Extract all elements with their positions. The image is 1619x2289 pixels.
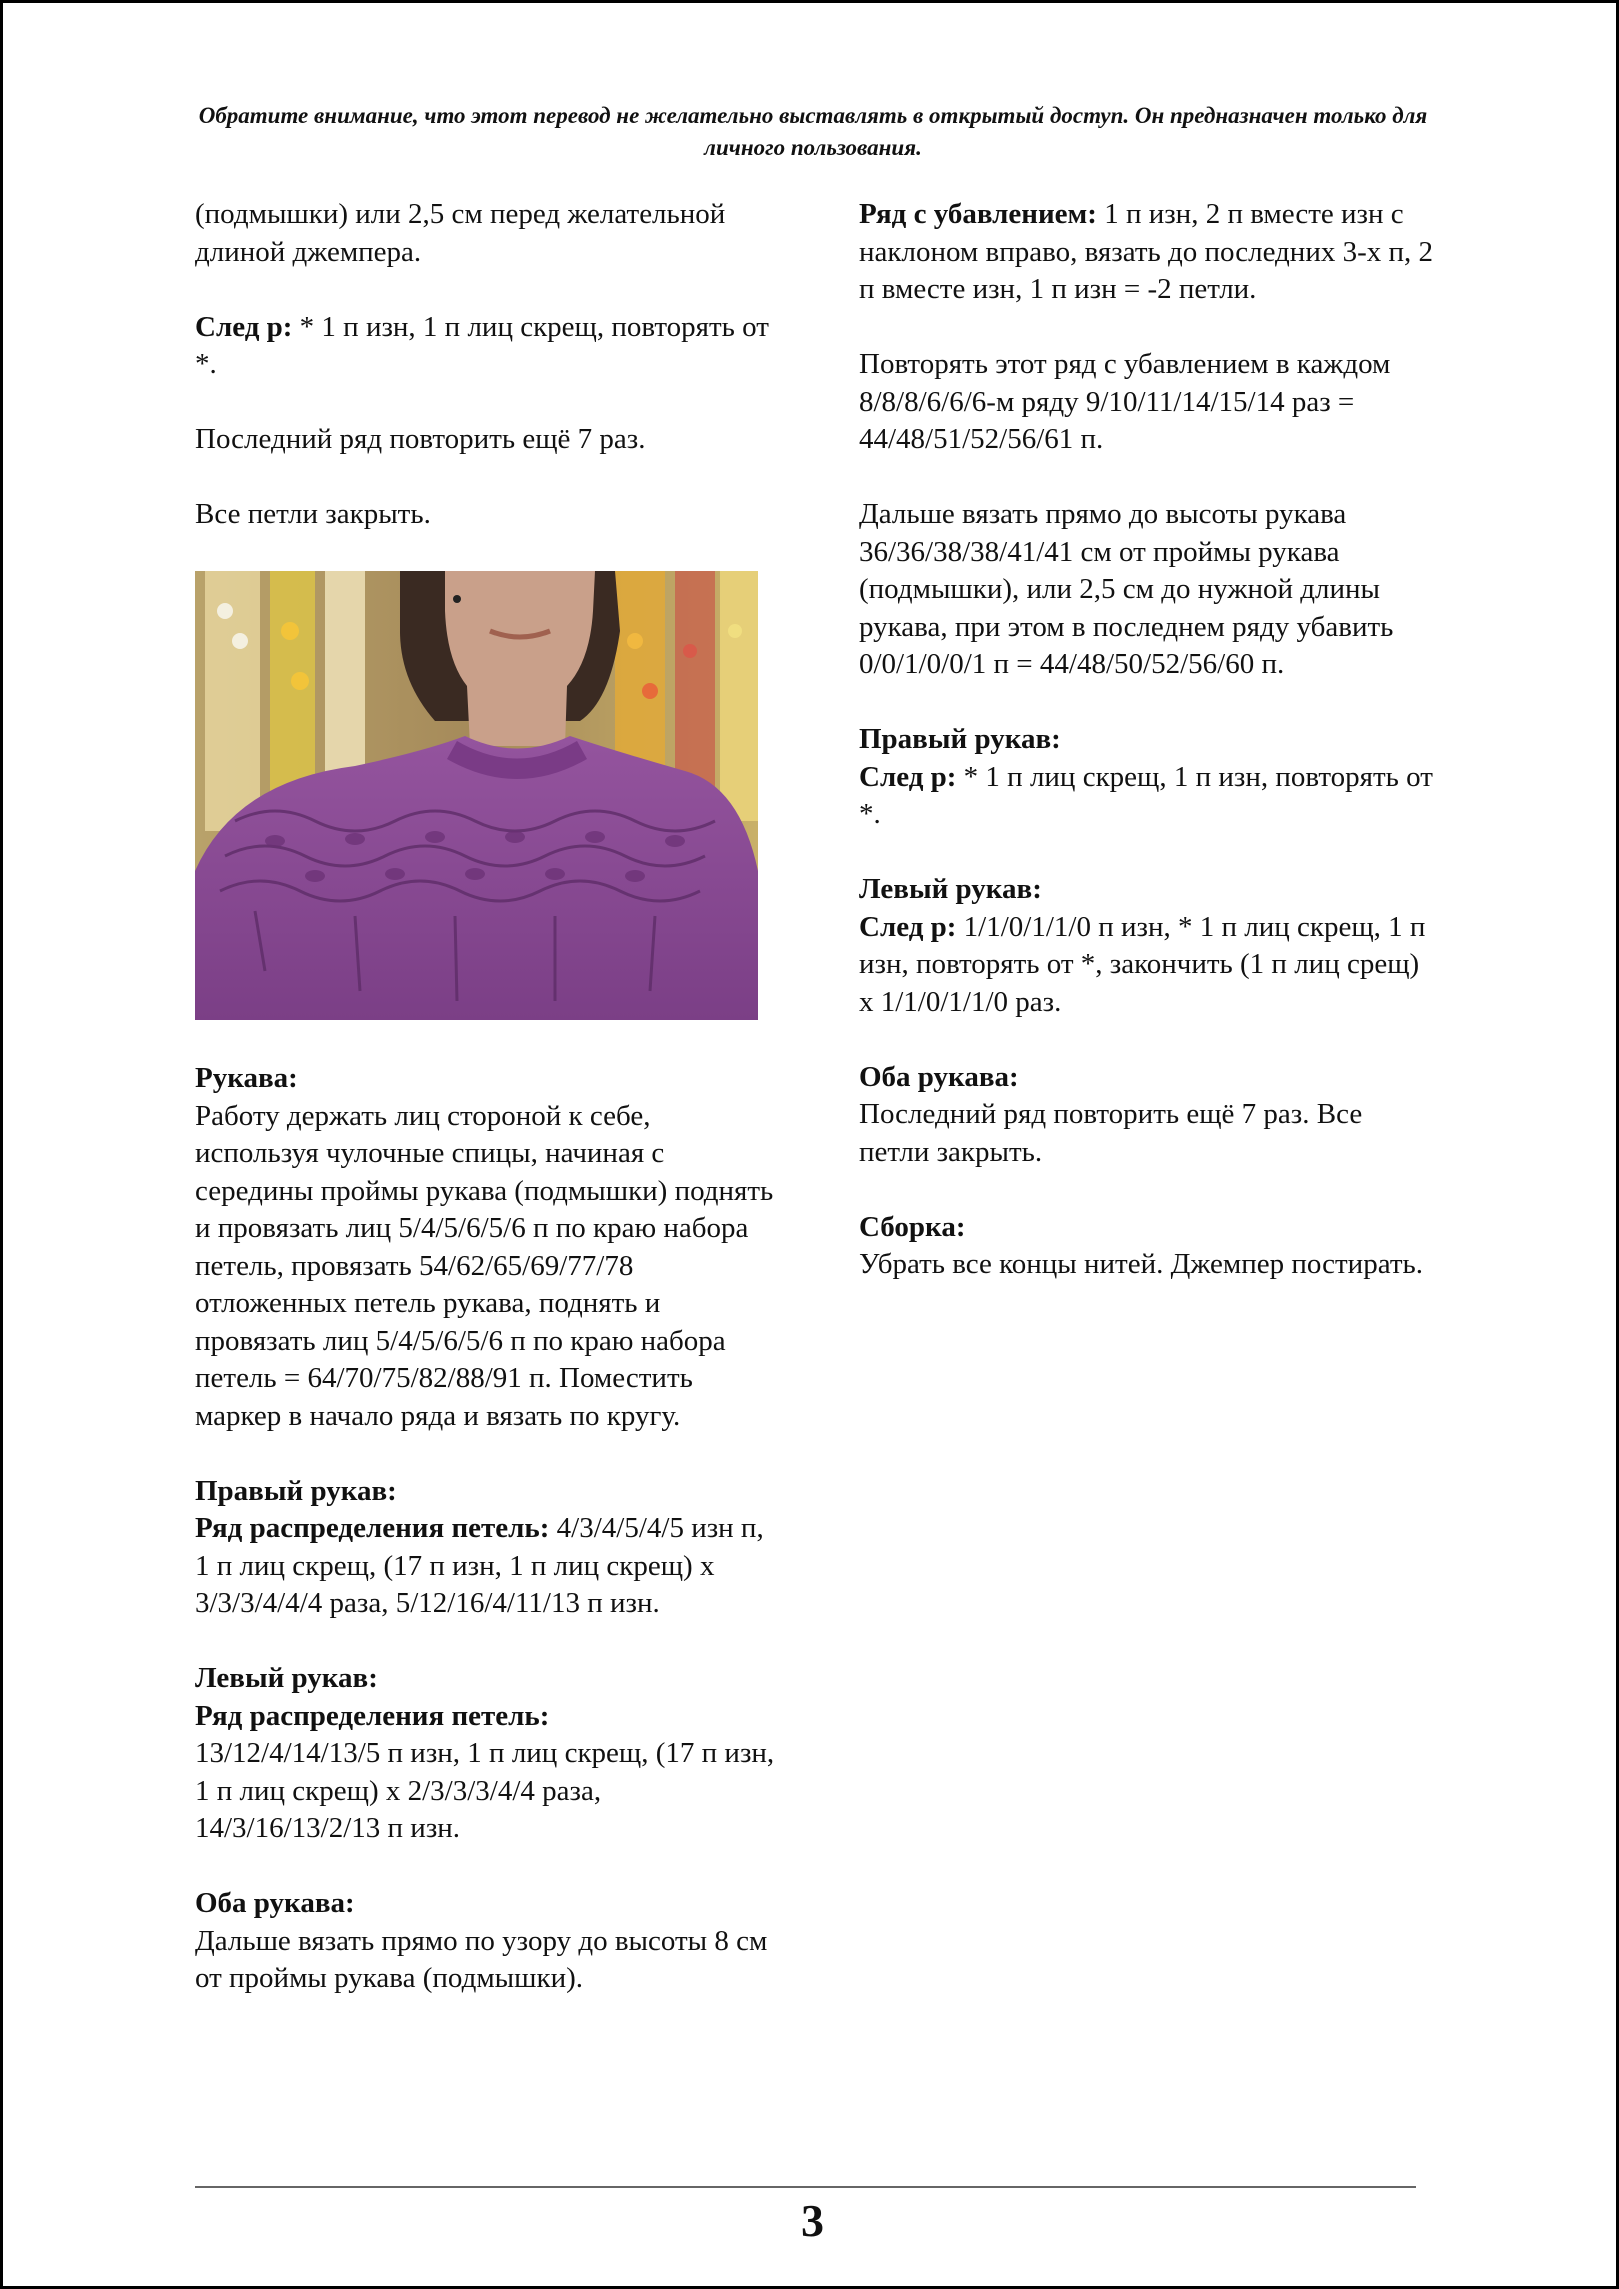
paragraph-length: (подмышки) или 2,5 см перед желательной длиной джемпера. [195, 198, 726, 268]
assembly-text: Убрать все концы нитей. Джемпер постирать. [859, 1248, 1423, 1280]
section-left-sleeve-right-col [859, 871, 1439, 1021]
paragraph-next-row [195, 309, 775, 384]
left-sleeve-heading: Левый рукав: [195, 1662, 378, 1694]
section-both-sleeves-left-col [195, 1885, 775, 1998]
left-sleeve-next-row-text: 1/1/0/1/1/0 п изн, * 1 п лиц скрещ, 1 п изн, повторять от *, закончить (1 п лиц срещ) х 1/1/0/1/1/0 раз. [859, 910, 1426, 1018]
sweater-photo [195, 571, 758, 1020]
both-sleeves-heading: Оба рукава: [195, 1887, 355, 1919]
both-sleeves-heading: Оба рукава: [859, 1060, 1019, 1093]
private-use-notice: Обратите внимание, что этот перевод не желательно выставлять в открытый доступ. Он предназначен только для личного пользования. [198, 103, 1428, 160]
section-left-sleeve-left-col [195, 1660, 775, 1848]
both-sleeves-text: Дальше вязать прямо по узору до высоты 8 см от проймы рукава (подмышки). [195, 1924, 768, 1994]
next-row-label: След р: [195, 310, 293, 343]
decrease-row-text: 1 п изн, 2 п вместе изн с наклоном вправо, вязать до последних 3-х п, 2 п вместе изн, 1 п изн = -2 петли. [859, 198, 1434, 305]
paragraph-repeat: Последний ряд повторить ещё 7 раз. [195, 423, 646, 455]
next-row-text: * 1 п изн, 1 п лиц скрещ, повторять от *. [195, 310, 769, 380]
left-column [195, 196, 775, 2035]
section-right-sleeve-left-col [195, 1473, 775, 1623]
left-sleeve-next-row-label: След р: [859, 910, 957, 943]
section-sleeves [195, 1060, 775, 1435]
section-right-sleeve-right-col [859, 721, 1439, 834]
right-sleeve-distribution-label: Ряд распределения петель: [195, 1512, 550, 1544]
footer-divider [195, 2186, 1416, 2188]
paragraph-repeat-decrease: Повторять этот ряд с убавлением в каждом 8/8/8/6/6/6-м ряду 9/10/11/14/15/14 раз = 44/48/51/52/56/61 п. [859, 348, 1391, 455]
section-both-sleeves-right-col [859, 1059, 1439, 1172]
page-number: 3 [801, 2195, 824, 2246]
left-sleeve-distribution-label: Ряд распределения петель: [195, 1699, 550, 1732]
sweater-photo-illustration [195, 571, 758, 1020]
right-column [859, 196, 1439, 1321]
paragraph-knit-straight: Дальше вязать прямо до высоты рукава 36/36/38/38/41/41 см от проймы рукава (подмышки), или 2,5 см до нужной длины рукава, при этом в последнем ряду убавить 0/0/1/0/0/1 п = 44/48/50/52/56/60 п. [859, 498, 1394, 680]
paragraph-decrease-row [859, 196, 1439, 309]
paragraph-bind-off: Все петли закрыть. [195, 498, 431, 530]
sleeves-heading: Рукава: [195, 1062, 298, 1094]
right-sleeve-next-row-label: След р: [859, 760, 957, 793]
right-sleeve-heading: Правый рукав: [195, 1474, 397, 1507]
right-sleeve-heading: Правый рукав: [859, 723, 1061, 755]
right-sleeve-distribution-text: 4/3/4/5/4/5 изн п, 1 п лиц скрещ, (17 п изн, 1 п лиц скрещ) х 3/3/3/4/4/4 раза, 5/12/16/4/11/13 п изн. [195, 1512, 764, 1619]
right-sleeve-next-row-text: * 1 п лиц скрещ, 1 п изн, повторять от *. [859, 760, 1433, 830]
left-sleeve-distribution-text: 13/12/4/14/13/5 п изн, 1 п лиц скрещ, (17 п изн, 1 п лиц скрещ) х 2/3/3/3/4/4 раза, 14/3/16/13/2/13 п изн. [195, 1737, 775, 1844]
both-sleeves-text: Последний ряд повторить ещё 7 раз. Все петли закрыть. [859, 1098, 1363, 1168]
decrease-row-label: Ряд с убавлением: [859, 198, 1097, 230]
sleeves-text: Работу держать лиц стороной к себе, используя чулочные спицы, начиная с середины проймы рукава (подмышки) поднять и провязать лиц 5/4/5/6/5/6 п по краю набора петель, провязать 54/62/65/69/77/78 отложенных петель рукава, поднять и провязать лиц 5/4/5/6/5/6 п по краю набора петель = 64/70/75/82/88/91 п. Поместить маркер в начало ряда и вязать по кругу. [195, 1099, 774, 1432]
section-assembly [859, 1209, 1439, 1284]
left-sleeve-heading: Левый рукав: [859, 873, 1042, 905]
assembly-heading: Сборка: [859, 1210, 966, 1243]
